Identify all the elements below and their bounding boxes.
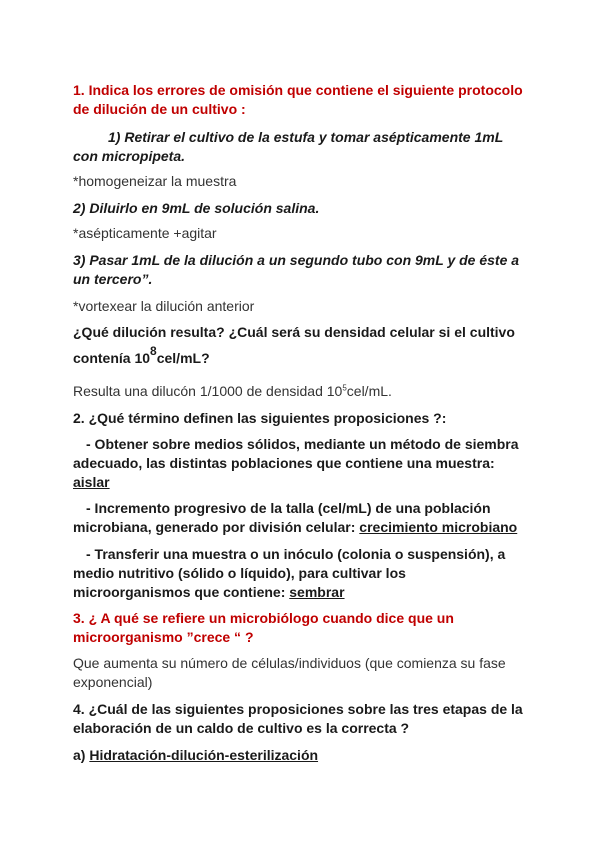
q3-title-line1: 3. ¿ A qué se refiere un microbiólogo cuando dice que un [73,610,454,626]
q2-title: 2. ¿Qué término definen las siguientes proposiciones ?: [73,410,447,426]
q2-item2-text: microbiana, generado por división celular: [73,519,360,535]
q1-question-line1: ¿Qué dilución resulta? ¿Cuál será su densidad celular si el cultivo [73,324,515,340]
q2-item3-line2: medio nutritivo (sólido o líquido), para cultivar los [73,565,406,581]
q1-note3: *vortexear la dilución anterior [73,298,255,314]
q2-item2-line1: - Incremento progresivo de la talla (cel/mL) de una población [86,500,491,516]
q1-answer [73,381,392,401]
q2-item3-text: microorganismos que contiene: [73,584,290,600]
q1-answer-unit: cel/mL. [346,383,392,399]
q3-answer-line2: exponencial) [73,674,153,690]
q4-option-a-label: a) [73,747,90,763]
q2-item1-line2: adecuado, las distintas poblaciones que contiene una muestra: [73,455,495,471]
q1-question-exponent: 8 [150,344,157,359]
q1-answer-text: Resulta una dilucón 1/1000 de densidad 10 [73,383,343,399]
q1-answer-exponent: 5 [342,383,347,393]
q4-option-a [73,745,318,765]
q2-item2-line2 [73,517,517,537]
q1-question-unit: cel/mL? [156,350,210,366]
q3-title-line2: microorganismo ”crece “ ? [73,629,254,645]
q1-note2: *asépticamente +agitar [73,225,217,241]
q1-step1-line1: 1) Retirar el cultivo de la estufa y tomar asépticamente 1mL [108,129,504,145]
q1-title-line2: de dilución de un cultivo : [73,101,246,117]
q2-item1-line1: - Obtener sobre medios sólidos, mediante un método de siembra [86,436,519,452]
q4-option-a-answer: Hidratación-dilución-esterilización [89,747,319,763]
q1-note1: *homogeneizar la muestra [73,173,237,189]
q1-step1-line2: con micropipeta. [73,148,186,164]
q1-title-line1: 1. Indica los errores de omisión que contiene el siguiente protocolo [73,82,523,98]
q1-question-base: contenía 10 [73,350,151,366]
q2-item1-answer: aislar [73,474,110,490]
q3-answer-line1: Que aumenta su número de células/individuos (que comienza su fase [73,655,506,671]
q2-item3-line3 [73,582,345,602]
q2-item2-answer: crecimiento microbiano [359,519,518,535]
q1-step3-line2: un tercero”. [73,271,153,287]
q1-step2: 2) Diluirlo en 9mL de solución salina. [73,200,320,216]
q4-title-line2: elaboración de un caldo de cultivo es la correcta ? [73,720,410,736]
q4-title-line1: 4. ¿Cuál de las siguientes proposiciones sobre las tres etapas de la [73,701,523,717]
q1-question-line2 [73,344,210,368]
q1-step3-line1: 3) Pasar 1mL de la dilución a un segundo tubo con 9mL y de éste a [73,252,520,268]
q2-item3-answer: sembrar [289,584,345,600]
q2-item3-line1: - Transferir una muestra o un inóculo (colonia o suspensión), a [86,546,506,562]
